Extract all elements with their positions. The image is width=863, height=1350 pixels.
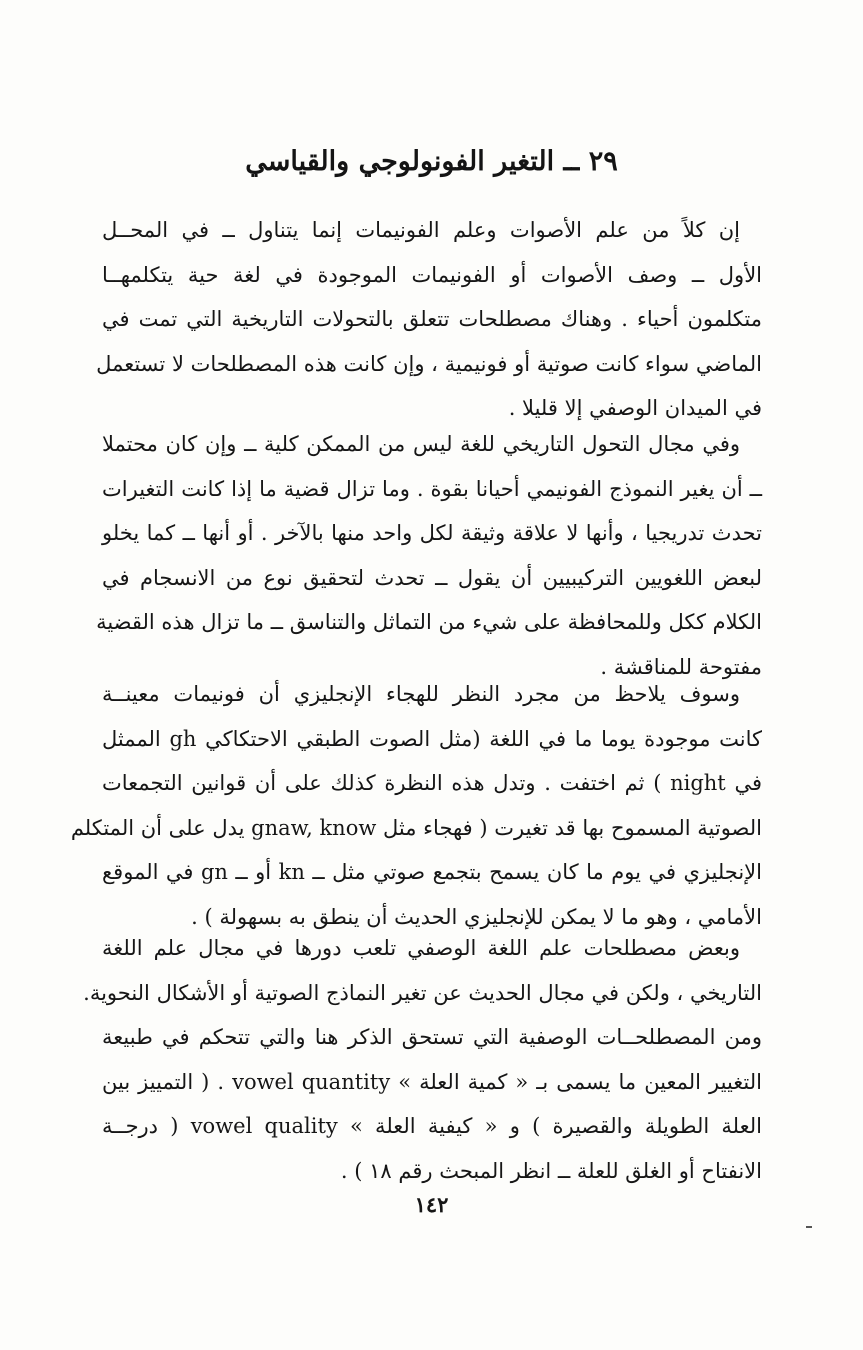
text-line: التاريخي ، ولكن في مجال الحديث عن تغير النماذج الصوتية أو الأشكال النحوية. <box>83 980 762 1005</box>
text-line: الكلام ككل وللمحافظة على شيء من التماثل والتناسق ــ ما تزال هذه القضية <box>96 610 762 634</box>
scan-speck <box>806 1226 812 1228</box>
text-line: الصوتية المسموح بها قد تغيرت ( فهجاء مثل gnaw, know يدل على أن المتكلم <box>70 815 762 840</box>
text-line: تحدث تدريجيا ، وأنها لا علاقة وثيقة لكل واحد منها بالآخر . أو أنها ــ كما يخلو <box>102 521 762 545</box>
text-line: الماضي سواء كانت صوتية أو فونيمية ، وإن كانت هذه المصطلحات لا تستعمل <box>96 351 762 376</box>
text-line: الإنجليزي في يوم ما كان يسمح بتجمع صوتي مثل ــ kn أو ــ gn في الموقع <box>102 860 762 884</box>
paragraph-1 <box>96 208 762 431</box>
text-line: الانفتاح أو الغلق للعلة ــ انظر المبحث رقم ١٨ ) . <box>340 1158 762 1183</box>
text-line: العلة الطويلة والقصيرة ) و « كيفية العلة » vowel quality ( درجــة <box>102 1114 762 1138</box>
text-line: وسوف يلاحظ من مجرد النظر للهجاء الإنجليزي أن فونيمات معينــة <box>102 682 740 706</box>
text-line: وبعض مصطلحات علم اللغة الوصفي تلعب دورها في مجال علم اللغة <box>102 936 740 960</box>
text-line: وفي مجال التحول التاريخي للغة ليس من الممكن كلية ــ وإن كان محتملا <box>102 432 740 456</box>
paragraph-2 <box>96 422 762 689</box>
text-line: في night ) ثم اختفت . وتدل هذه النظرة كذلك على أن قوانين التجمعات <box>102 771 762 795</box>
page-number: ١٤٢ <box>414 1192 449 1217</box>
text-line: في الميدان الوصفي إلا قليلا . <box>508 396 762 420</box>
text-line: إن كلاً من علم الأصوات وعلم الفونيمات إنما يتناول ــ في المحــل <box>102 218 740 242</box>
paragraph-4 <box>83 926 762 1193</box>
text-line: ــ أن يغير النموذج الفونيمي أحيانا بقوة . وما تزال قضية ما إذا كانت التغيرات <box>102 476 762 501</box>
text-line: الأمامي ، وهو ما لا يمكن للإنجليزي الحديث أن ينطق به بسهولة ) . <box>191 904 762 929</box>
text-line: الأول ــ وصف الأصوات أو الفونيمات الموجودة في لغة حية يتكلمهــا <box>102 262 762 287</box>
text-line: التغيير المعين ما يسمى بـ « كمية العلة » vowel quantity . ( التمييز بين <box>102 1069 762 1094</box>
text-line: مفتوحة للمناقشة . <box>600 654 762 679</box>
text-line: متكلمون أحياء . وهناك مصطلحات تتعلق بالتحولات التاريخية التي تمت في <box>102 307 762 331</box>
text-line: كانت موجودة يوما ما في اللغة (مثل الصوت الطبقي الاحتكاكي gh الممثل <box>102 726 762 751</box>
section-heading: ٢٩ ــ التغير الفونولوجي والقياسي <box>245 146 618 177</box>
paragraph-3 <box>70 672 762 939</box>
text-line: ومن المصطلحــات الوصفية التي تستحق الذكر هنا والتي تتحكم في طبيعة <box>102 1025 762 1049</box>
text-line: لبعض اللغويين التركيبيين أن يقول ــ تحدث لتحقيق نوع من الانسجام في <box>102 565 762 590</box>
